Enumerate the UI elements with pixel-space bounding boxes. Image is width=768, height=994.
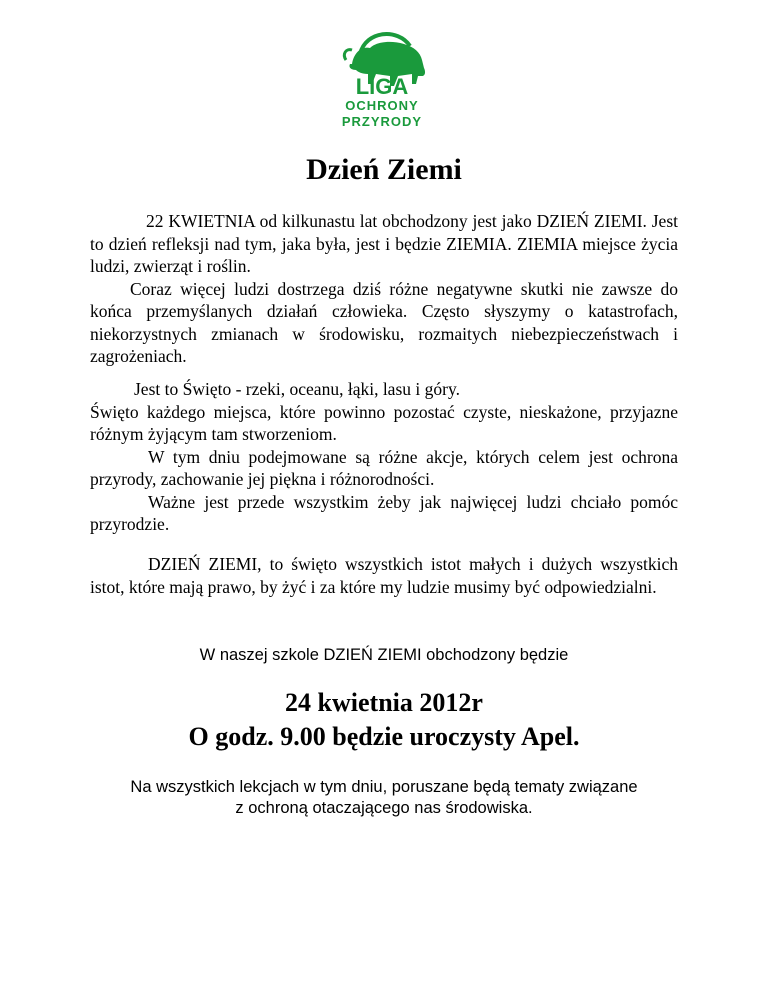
earth-day-section xyxy=(90,553,678,598)
paragraph-actions: W tym dniu podejmowane są różne akcje, których celem jest ochrona przyrody, zachowanie jej piękna i różnorodności. xyxy=(90,446,678,489)
paragraph-negative-effects: Coraz więcej ludzi dostrzega dziś różne negatywne skutki nie zawsze do końca przemyślanych działań człowieka. Często słyszymy o katastrofach, niekorzystnych zmianach w środowisku, rozmaitych niebezpieczeństwach i zagrożeniach. xyxy=(90,278,678,366)
school-line: W naszej szkole DZIEŃ ZIEMI obchodzony będzie xyxy=(199,646,569,664)
holiday-section xyxy=(90,378,678,536)
paragraph-all-beings: DZIEŃ ZIEMI, to święto wszystkich istot małych i dużych wszystkich istot, które mają prawo, by żyć i za które my ludzie musimy być odpowiedzialni. xyxy=(90,554,678,597)
bison-logo-icon xyxy=(332,24,432,134)
event-time: O godz. 9.00 będzie uroczysty Apel. xyxy=(188,722,580,751)
page-title: Dzień Ziemi xyxy=(306,153,462,186)
closing-line-2: z ochroną otaczającego nas środowiska. xyxy=(235,799,533,817)
paragraph-help-nature: Ważne jest przede wszystkim żeby jak najwięcej ludzi chciało pomóc przyrodzie. xyxy=(90,491,678,534)
logo-word-liga: LIGA xyxy=(355,74,409,99)
paragraph-holiday-of-nature: Jest to Święto - rzeki, oceanu, łąki, lasu i góry. xyxy=(134,379,460,399)
event-date: 24 kwietnia 2012r xyxy=(285,688,483,717)
intro-section xyxy=(90,210,678,368)
closing-line-1: Na wszystkich lekcjach w tym dniu, poruszane będą tematy związane xyxy=(130,778,638,796)
paragraph-april-22: 22 KWIETNIA od kilkunastu lat obchodzony jest jako DZIEŃ ZIEMI. Jest to dzień refleksji nad tym, jaka była, jest i będzie ZIEMIA. ZIEMIA miejsce życia ludzi, zwierząt i roślin. xyxy=(90,211,678,276)
logo-word-przyrody: PRZYRODY xyxy=(341,114,423,129)
logo-word-ochrony: OCHRONY xyxy=(345,98,419,113)
paragraph-every-place: Święto każdego miejsca, które powinno pozostać czyste, nieskażone, przyjazne różnym żyjącym tam stworzeniom. xyxy=(90,401,678,444)
liga-ochrony-przyrody-logo xyxy=(332,24,432,134)
